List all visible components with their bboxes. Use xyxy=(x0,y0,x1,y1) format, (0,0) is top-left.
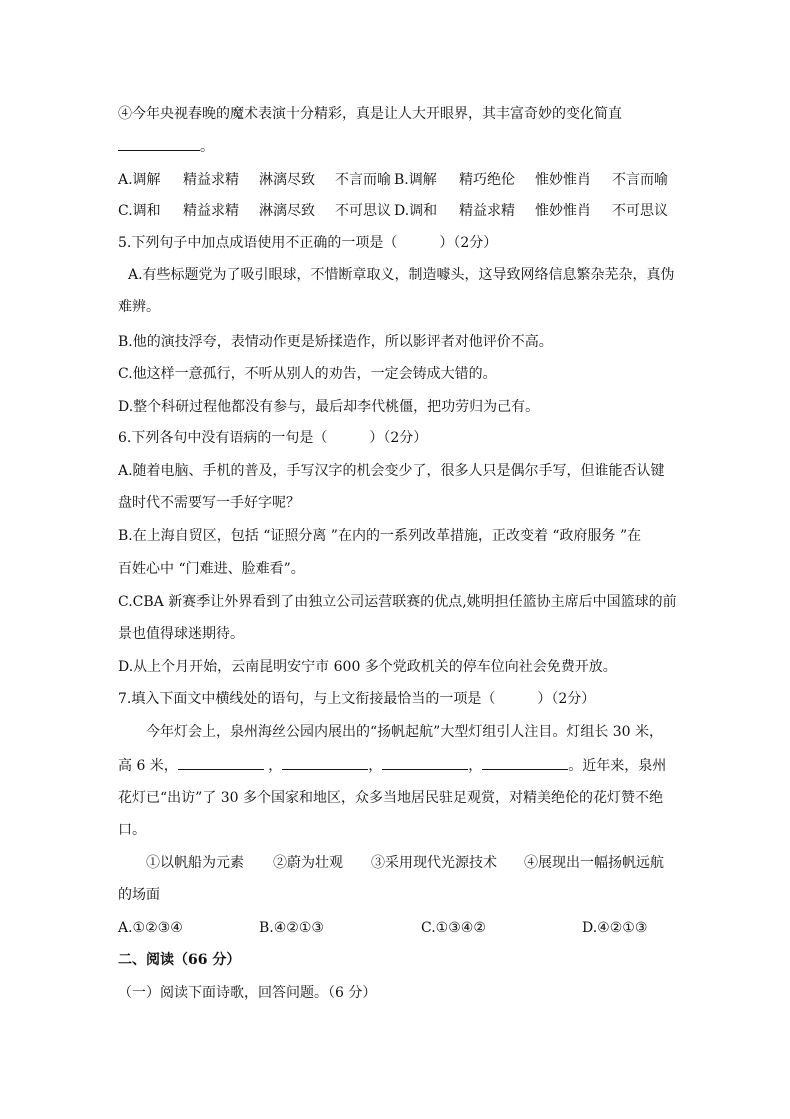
option-item: 精益求精 xyxy=(459,203,515,219)
q7-item: ③采用现代光源技术 xyxy=(371,855,497,871)
option-item: 精巧绝伦 xyxy=(459,172,515,188)
q4-sentence: ④今年央视春晚的魔术表演十分精彩，真是让人大开眼界，其丰富奇妙的变化简直 xyxy=(118,106,622,122)
q7-passage-line-2 xyxy=(118,755,666,776)
option-item: 不可思议 xyxy=(612,203,668,219)
option-item: D.调和 xyxy=(394,203,438,219)
q7-passage-line-3: 花灯已“出访”了 30 多个国家和地区，众多当地居民驻足观赏，对精美绝伦的花灯赞不绝 xyxy=(118,790,664,806)
option-item: 惟妙惟肖 xyxy=(535,203,591,219)
separator: ， xyxy=(368,758,383,774)
option-item: 不言而喻 xyxy=(335,172,391,188)
q7-passage-end: 。近年来，泉州 xyxy=(568,758,667,774)
q5-option-a-cont: 难辨。 xyxy=(118,299,160,315)
q5-stem: 5.下列句子中加点成语使用不正确的一项是（ ）（2分） xyxy=(118,235,498,251)
option-item: B.调解 xyxy=(394,172,437,188)
answer-blank xyxy=(118,136,200,151)
section-subtitle: （一）阅读下面诗歌，回答问题。（6 分） xyxy=(118,985,377,1001)
q6-option-b-cont: 百姓心中 “门难进、脸难看”。 xyxy=(118,561,305,577)
q7-item: ②蔚为壮观 xyxy=(273,855,343,871)
option-item: 淋漓尽致 xyxy=(259,203,315,219)
option-item: A.调解 xyxy=(118,172,161,188)
q6-option-a-cont: 盘时代不需要写一手好字呢？ xyxy=(118,495,300,511)
separator: ， xyxy=(468,758,483,774)
answer-blank xyxy=(178,755,264,770)
option-item: 精益求精 xyxy=(183,203,239,219)
option-item: 惟妙惟肖 xyxy=(535,172,591,188)
q6-option-a: A.随着电脑、手机的普及，手写汉字的机会变少了，很多人只是偶尔手写，但谁能否认键 xyxy=(118,463,665,479)
q6-stem: 6.下列各句中没有语病的一句是（ ）（2分） xyxy=(118,430,428,446)
q5-option-d: D.整个科研过程他都没有参与，最后却李代桃僵，把功劳归为己有。 xyxy=(118,399,540,415)
q7-passage-line-4: 口。 xyxy=(118,822,146,838)
option-item: C.①③④② xyxy=(421,920,486,936)
option-item: C.调和 xyxy=(118,203,161,219)
q6-option-c-cont: 景也值得球迷期待。 xyxy=(118,626,244,642)
q4-blank-end: 。 xyxy=(200,139,214,155)
q7-item: ④展现出一幅扬帆远航 xyxy=(524,855,664,871)
q6-option-d: D.从上个月开始，云南昆明安宁市 600 多个党政机关的停车位向社会免费开放。 xyxy=(118,659,617,675)
q7-item: ①以帆船为元素 xyxy=(146,855,244,871)
answer-blank xyxy=(482,755,568,770)
option-item: A.①②③④ xyxy=(118,920,183,936)
option-item: 淋漓尽致 xyxy=(259,172,315,188)
option-item: D.④②①③ xyxy=(582,920,648,936)
q6-option-b: B.在上海自贸区，包括 “证照分离 ”在内的一系列改革措施，正改变着 “政府服务 ”在 xyxy=(118,528,642,544)
answer-blank xyxy=(382,755,468,770)
section-title: 二、阅读（66 分） xyxy=(118,952,241,968)
q6-option-c: C.CBA 新赛季让外界看到了由独立公司运营联赛的优点,姚明担任篮协主席后中国篮球的前 xyxy=(118,594,677,610)
q5-option-a: A.有些标题党为了吸引眼球，不惜断章取义，制造噱头，这导致网络信息繁杂芜杂，真伪 xyxy=(128,267,675,283)
q7-passage-start: 高 6 米， xyxy=(118,758,178,774)
option-item: B.④②①③ xyxy=(259,920,324,936)
option-item: 不言而喻 xyxy=(612,172,668,188)
answer-blank xyxy=(282,755,368,770)
q7-items-cont: 的场面 xyxy=(118,887,160,903)
q7-passage-line-1: 今年灯会上，泉州海丝公园内展出的“扬帆起航”大型灯组引人注目。灯组长 30 米， xyxy=(146,724,664,740)
q5-option-c: C.他这样一意孤行，不听从别人的劝告，一定会铸成大错的。 xyxy=(118,366,497,382)
separator: ， xyxy=(268,758,283,774)
option-item: 不可思议 xyxy=(335,203,391,219)
q7-stem: 7.填入下面文中横线处的语句，与上文衔接最恰当的一项是（ ）（2分） xyxy=(118,691,596,707)
option-item: 精益求精 xyxy=(183,172,239,188)
q4-blank-line xyxy=(118,136,214,157)
q5-option-b: B.他的演技浮夸，表情动作更是矫揉造作，所以影评者对他评价不高。 xyxy=(118,334,553,350)
